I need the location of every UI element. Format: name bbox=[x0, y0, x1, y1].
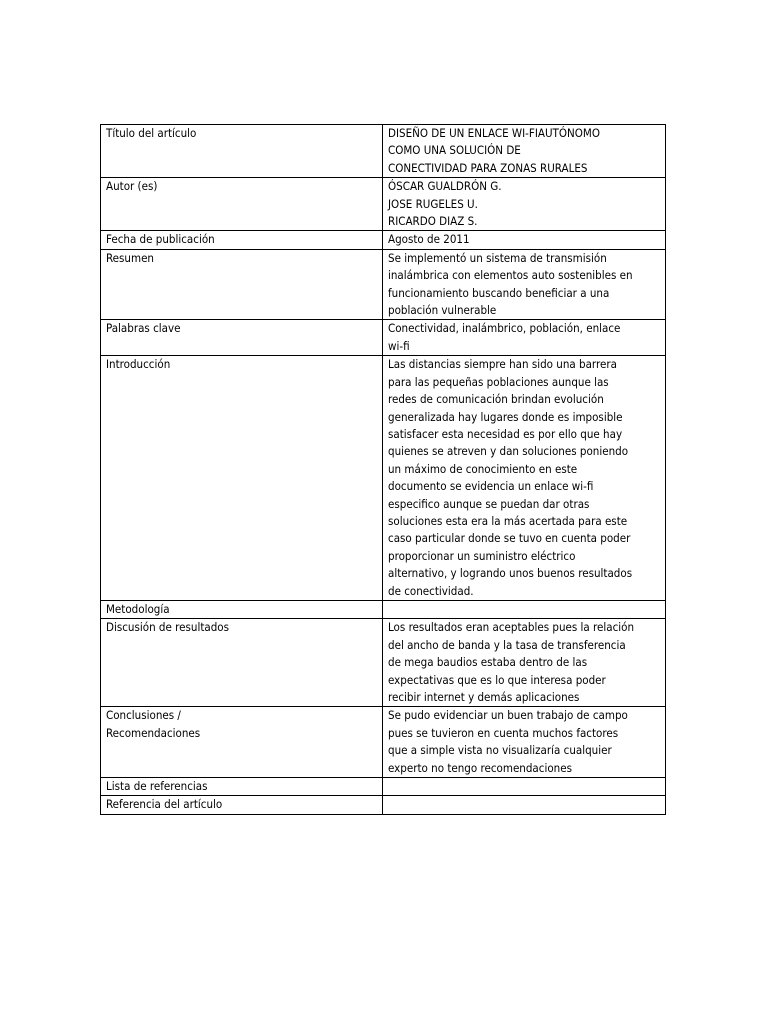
row-value-abstract: Se implementó un sistema de transmisión inalámbrica con elementos auto sostenibles en funcionamiento buscando beneficiar a una población vulnerable bbox=[383, 249, 666, 320]
table-row bbox=[101, 619, 666, 707]
row-label-introduction: Introducción bbox=[101, 356, 383, 601]
row-label-references-list: Lista de referencias bbox=[101, 778, 383, 796]
row-value-title: DISEÑO DE UN ENLACE WI-FIAUTÓNOMO COMO UNA SOLUCIÓN DE CONECTIVIDAD PARA ZONAS RURALES bbox=[383, 125, 666, 178]
row-label-article-reference: Referencia del artículo bbox=[101, 796, 383, 814]
row-value-discussion: Los resultados eran aceptables pues la relación del ancho de banda y la tasa de transferencia de mega baudios estaba dentro de las expectativas que es lo que interesa poder recibir internet y demás aplicaciones bbox=[383, 619, 666, 707]
table-row bbox=[101, 796, 666, 814]
row-label-abstract: Resumen bbox=[101, 249, 383, 320]
table-row bbox=[101, 125, 666, 178]
table-row bbox=[101, 231, 666, 249]
table-row bbox=[101, 600, 666, 618]
row-label-authors: Autor (es) bbox=[101, 178, 383, 231]
row-label-conclusions: Conclusiones / Recomendaciones bbox=[101, 707, 383, 778]
row-label-discussion: Discusión de resultados bbox=[101, 619, 383, 707]
row-label-methodology: Metodología bbox=[101, 600, 383, 618]
row-value-conclusions: Se pudo evidenciar un buen trabajo de campo pues se tuvieron en cuenta muchos factores que a simple vista no visualizaría cualquier experto no tengo recomendaciones bbox=[383, 707, 666, 778]
row-value-date: Agosto de 2011 bbox=[383, 231, 666, 249]
row-label-title: Título del artículo bbox=[101, 125, 383, 178]
row-value-authors: ÓSCAR GUALDRÓN G. JOSE RUGELES U. RICARDO DIAZ S. bbox=[383, 178, 666, 231]
row-label-date: Fecha de publicación bbox=[101, 231, 383, 249]
table-row bbox=[101, 249, 666, 320]
row-value-keywords: Conectividad, inalámbrico, población, enlace wi-fi bbox=[383, 320, 666, 356]
row-value-methodology bbox=[383, 600, 666, 618]
article-summary-table bbox=[100, 124, 666, 815]
table-row bbox=[101, 356, 666, 601]
row-value-references-list bbox=[383, 778, 666, 796]
table-row bbox=[101, 707, 666, 778]
row-value-introduction: Las distancias siempre han sido una barrera para las pequeñas poblaciones aunque las redes de comunicación brindan evolución generalizada hay lugares donde es imposible satisfacer esta necesidad es por ello que hay quienes se atreven y dan soluciones poniendo un máximo de conocimiento en este documento se evidencia un enlace wi-fi especifico aunque se puedan dar otras soluciones esta era la más acertada para este caso particular donde se tuvo en cuenta poder proporcionar un suministro eléctrico alternativo, y logrando unos buenos resultados de conectividad. bbox=[383, 356, 666, 601]
table-row bbox=[101, 178, 666, 231]
table-row bbox=[101, 778, 666, 796]
table-row bbox=[101, 320, 666, 356]
row-label-keywords: Palabras clave bbox=[101, 320, 383, 356]
row-value-article-reference bbox=[383, 796, 666, 814]
